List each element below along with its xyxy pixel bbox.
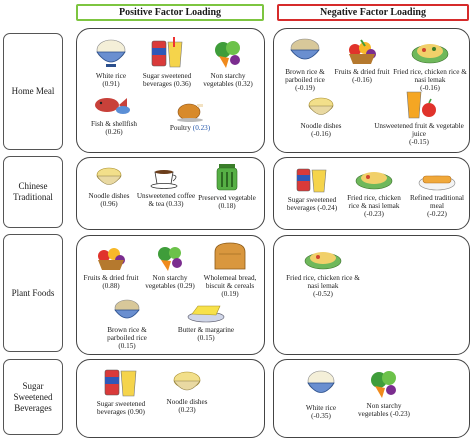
brown-rice-bowl-icon xyxy=(288,36,322,66)
bread-icon xyxy=(211,240,249,272)
fried-rice-plate-icon xyxy=(410,36,450,66)
ssb-noodles-label: Noodle dishes xyxy=(166,398,208,406)
row-label-plant-foods: Plant Foods xyxy=(3,234,63,352)
brown-rice-bowl-icon xyxy=(112,298,142,324)
home-negative-juice: Unsweetened fruit & vegetable juice (-0.15) xyxy=(374,88,464,146)
rice-bowl-icon xyxy=(94,36,128,70)
home-negative-fried-rice: Fried rice, chicken rice & nasi lemak (-0.16) xyxy=(392,36,468,92)
chinese-positive-noodles: Noodle dishes (0.96) xyxy=(84,166,134,208)
home-positive-white-rice: White rice (0.91) xyxy=(86,36,136,88)
home-positive-vegetables: Non starchy vegetables (0.32) xyxy=(198,36,258,88)
noodle-bowl-icon xyxy=(94,166,124,190)
row-label-chinese-traditional: Chinese Traditional xyxy=(3,156,63,228)
row-label-sugar-sweetened-beverages: Sugar Sweetened Beverages xyxy=(3,359,63,435)
poultry-value: (0.23) xyxy=(192,124,211,132)
soda-can-glass-icon xyxy=(149,36,185,70)
ssb-negative-vegetables: Non starchy vegetables (-0.23) xyxy=(352,366,416,418)
poultry-label: Poultry xyxy=(169,124,191,132)
plant-positive-bread: Wholemeal bread, biscuit & cereals (0.19) xyxy=(198,240,262,298)
negative-factor-header: Negative Factor Loading xyxy=(277,4,469,21)
chinese-positive-coffee: Unsweetened coffee & tea (0.33) xyxy=(136,166,196,208)
plant-negative-fried-rice: Fried rice, chicken rice & nasi lemak (-0.52) xyxy=(286,244,360,298)
fruit-basket-icon xyxy=(345,36,379,66)
noodle-bowl-icon xyxy=(171,370,203,396)
row-label-home-meal: Home Meal xyxy=(3,33,63,150)
vegetables-icon xyxy=(367,366,401,400)
positive-factor-header: Positive Factor Loading xyxy=(76,4,264,21)
home-positive-ssb: Sugar sweetened beverages (0.36) xyxy=(138,36,196,88)
vegetables-icon xyxy=(154,242,186,272)
plant-positive-fruits: Fruits & dried fruit (0.88) xyxy=(82,242,140,290)
home-positive-fish: Fish & shellfish (0.26) xyxy=(84,92,144,136)
chinese-negative-refined-meal: Refined traditional meal (-0.22) xyxy=(408,168,466,218)
ssb-positive-ssb: Sugar sweetened beverages (0.90) xyxy=(88,366,154,416)
soda-can-glass-icon xyxy=(294,166,330,194)
fried-rice-plate-icon xyxy=(303,244,343,272)
plant-positive-butter: Butter & margarine (0.15) xyxy=(176,302,236,342)
chinese-negative-ssb: Sugar sweetened beverages (-0.24) xyxy=(280,166,344,212)
home-negative-noodles: Noodle dishes (-0.16) xyxy=(296,96,346,138)
chinese-negative-fried-rice: Fried rice, chicken rice & nasi lemak (-0.23) xyxy=(342,164,406,218)
noodle-bowl-icon xyxy=(306,96,336,120)
ssb-noodles-value: (0.23) xyxy=(178,406,196,414)
juice-glass-icon xyxy=(401,88,437,120)
fruit-basket-icon xyxy=(94,242,128,272)
plant-positive-vegetables: Non starchy vegetables (0.29) xyxy=(140,242,200,290)
fried-snack-icon xyxy=(417,168,457,192)
ssb-positive-noodles xyxy=(158,370,216,414)
rice-bowl-icon xyxy=(305,368,337,402)
pickle-jar-icon xyxy=(214,162,240,192)
butter-icon xyxy=(186,302,226,324)
home-negative-fruits: Fruits & dried fruit (-0.16) xyxy=(334,36,390,84)
ssb-negative-white-rice: White rice (-0.35) xyxy=(296,368,346,420)
chinese-positive-preserved-vegetable: Preserved vegetable (0.18) xyxy=(196,162,258,210)
coffee-cup-icon xyxy=(149,166,183,190)
plant-positive-brown-rice: Brown rice & parboiled rice (0.15) xyxy=(98,298,156,350)
home-positive-poultry xyxy=(160,100,220,132)
vegetables-icon xyxy=(211,36,245,70)
soda-can-glass-icon xyxy=(102,366,140,398)
roast-chicken-icon xyxy=(175,100,205,122)
fried-rice-plate-icon xyxy=(354,164,394,192)
seafood-icon xyxy=(93,92,135,118)
home-negative-brown-rice: Brown rice & parboiled rice (-0.19) xyxy=(278,36,332,92)
